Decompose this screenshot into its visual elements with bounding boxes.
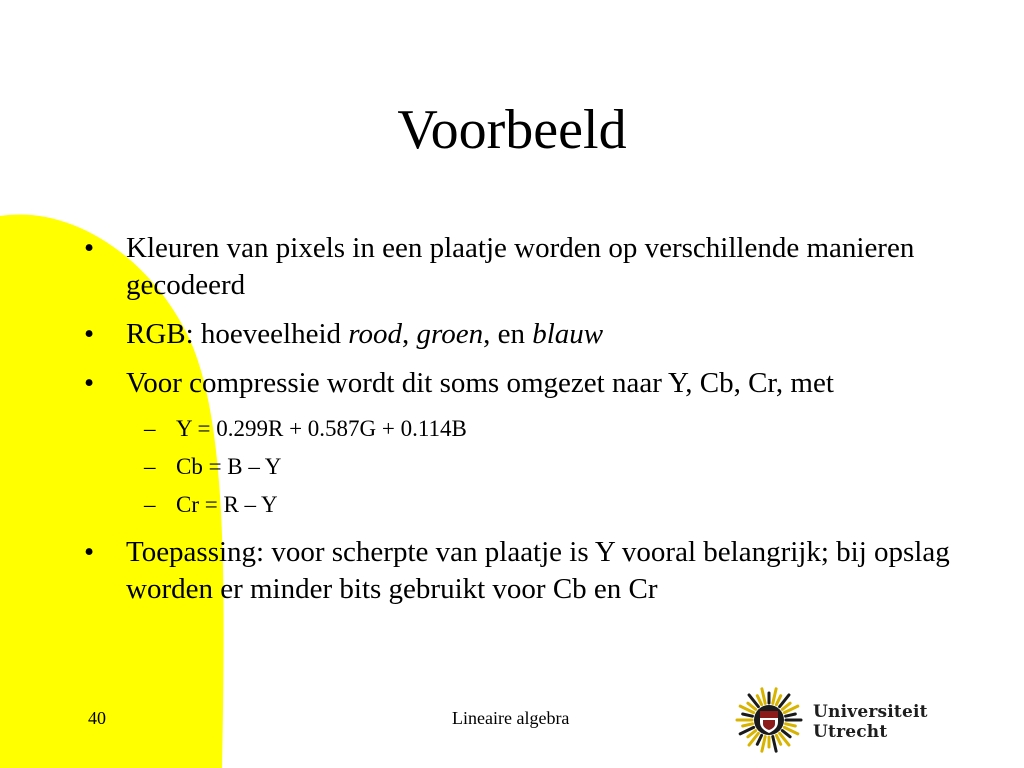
sun-ray [773,689,776,704]
formula-y: Y = 0.299R + 0.587G + 0.114B [176,416,467,441]
bullet-separator: , [402,318,417,350]
bullet-text: Kleuren van pixels in een plaatje worden op verschillende manieren gecodeerd [126,232,915,301]
bullet-marker: • [84,318,95,350]
emphasis-groen: groen [416,318,484,350]
sun-ray [743,714,753,716]
bullet-item [84,230,964,304]
bullet-marker: • [84,232,95,264]
sub-bullet-item [84,414,964,444]
sub-bullet-marker: – [144,454,156,479]
bullet-item [84,316,964,353]
sun-ray [762,737,765,752]
uu-sun-logo-icon [735,680,803,760]
sub-bullet-item [84,490,964,520]
bullet-text: Toepassing: voor scherpte van plaatje is Y vooral belangrijk; bij opslag worden er minder bits gebruikt voor Cb en Cr [126,536,950,605]
sun-ray [786,714,796,716]
sub-bullet-marker: – [144,492,156,517]
formula-cr: Cr = R – Y [176,492,278,517]
sun-ray [762,689,765,704]
slide-title: Voorbeeld [397,99,627,161]
sub-bullet-marker: – [144,416,156,441]
sun-ray [743,724,753,726]
sun-ray [776,735,780,744]
sub-bullet-item [84,452,964,482]
sun-ray [773,737,776,752]
emphasis-rood: rood [348,318,403,350]
sun-ray [786,724,796,726]
slide-number: 40 [88,708,106,728]
logo-wordmark: Universiteit Utrecht [813,702,928,742]
sun-ray [757,696,761,705]
footer-course-title: Lineaire algebra [452,708,570,728]
bullet-text: Voor compressie wordt dit soms omgezet naar Y, Cb, Cr, met [126,367,834,399]
bullet-item [84,534,964,608]
bullet-marker: • [84,367,95,399]
bullet-separator: , en [483,318,533,350]
sun-ray [757,735,761,744]
emphasis-blauw: blauw [532,318,604,350]
bullet-item [84,365,964,402]
university-logo [735,680,990,760]
sun-ray [776,696,780,705]
bullet-marker: • [84,536,95,568]
formula-cb: Cb = B – Y [176,454,282,479]
bullet-list [84,230,964,620]
bullet-text-prefix: RGB: hoeveelheid [126,318,349,350]
